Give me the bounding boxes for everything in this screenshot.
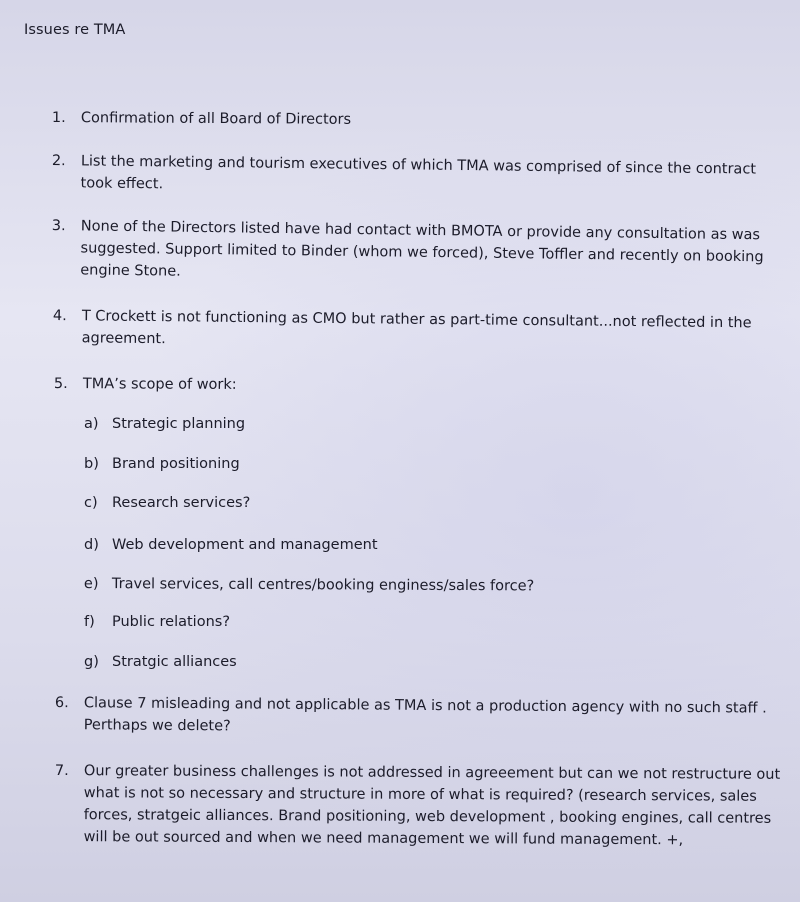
item-number: 4.	[52, 307, 67, 325]
scope-letter: c)	[84, 495, 98, 511]
item-text	[80, 150, 756, 202]
item-line: suggested. Support limited to Binder (whom we forced), Steve Toffler and recently on booking	[80, 240, 764, 266]
item-line: List the marketing and tourism executives of which TMA was comprised of since the contract	[80, 153, 757, 178]
item-text	[81, 107, 351, 131]
scope-letter: a)	[84, 416, 99, 432]
scope-label: Brand positioning	[112, 456, 240, 472]
scope-label: Research services?	[112, 495, 251, 511]
scope-label: Stratgic alliances	[112, 654, 237, 670]
item-line: Clause 7 misleading and not applicable as TMA is not a production agency with no such staff .	[83, 695, 767, 717]
item-number: 5.	[53, 375, 68, 393]
item-text	[82, 305, 752, 356]
item-text	[84, 692, 767, 741]
scope-letter: f)	[84, 614, 95, 630]
item-text	[84, 760, 781, 852]
scope-letter: e)	[83, 575, 99, 593]
item-text	[80, 215, 764, 290]
scope-letter: b)	[84, 456, 99, 472]
scope-label: Public relations?	[112, 614, 231, 630]
item-number: 6.	[54, 694, 69, 712]
item-line: Perthaps we delete?	[83, 717, 231, 735]
item-line: took effect.	[80, 175, 164, 193]
item-number: 1.	[51, 109, 66, 127]
scope-label: Travel services, call centres/booking enginess/sales force?	[111, 576, 535, 595]
item-line: agreement.	[81, 330, 166, 348]
item-number: 3.	[51, 217, 66, 235]
item-line: engine Stone.	[80, 262, 181, 280]
scope-label: Strategic planning	[112, 416, 246, 432]
document-title: Issues re TMA	[24, 22, 126, 38]
scope-letter: g)	[84, 654, 99, 670]
item-number: 2.	[51, 152, 66, 170]
scope-label: Web development and management	[112, 537, 378, 553]
item-line: will be out sourced and when we need management we will fund management. +,	[83, 829, 684, 849]
item-line: Confirmation of all Board of Directors	[80, 110, 352, 128]
item-line: Our greater business challenges is not addressed in agreeement but can we not restructure out	[83, 763, 781, 783]
item-line: None of the Directors listed have had contact with BMOTA or provide any consultation as was	[80, 218, 761, 244]
scope-letter: d)	[84, 537, 99, 553]
item-line: what is not so necessary and structure in more of what is required? (research services, sales	[83, 785, 757, 805]
item-number: 7.	[54, 762, 69, 780]
item-line: forces, stratgeic alliances. Brand positioning, web development , booking engines, call centres	[83, 807, 772, 827]
item-text	[83, 373, 237, 396]
item-line: T Crockett is not functioning as CMO but rather as part-time consultant...not reflected in the	[81, 308, 752, 332]
item-line: TMA’s scope of work:	[82, 376, 237, 393]
